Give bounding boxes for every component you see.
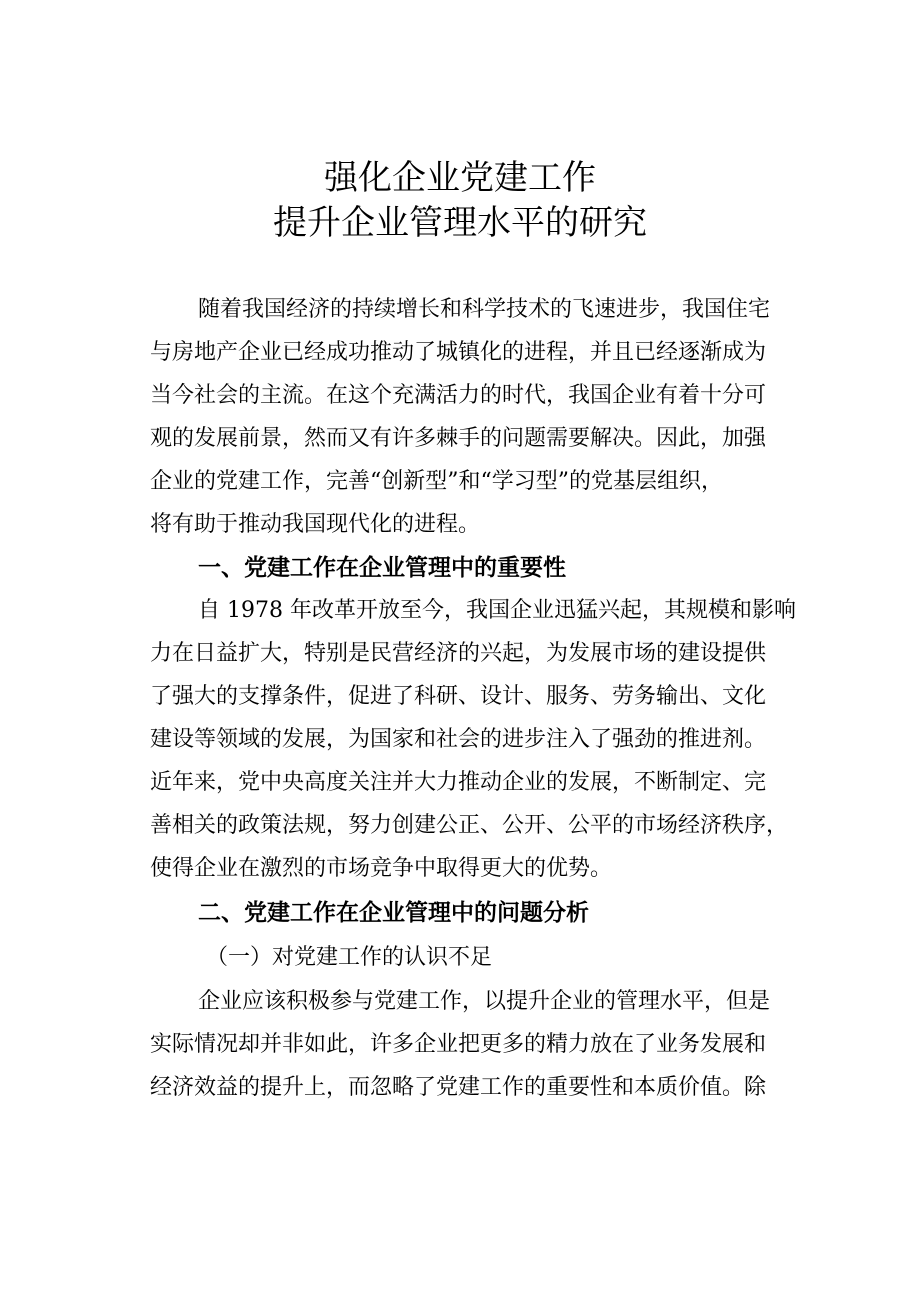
section-1-paragraph-line: 使得企业在激烈的市场竞争中取得更大的优势。 bbox=[150, 856, 613, 881]
intro-paragraph-line: 观的发展前景，然而又有许多棘手的问题需要解决。因此，加强 bbox=[150, 426, 767, 451]
document-title-line-2: 提升企业管理水平的研究 bbox=[273, 203, 647, 243]
intro-paragraph-line: 将有助于推动我国现代化的进程。 bbox=[150, 512, 481, 537]
intro-paragraph-line: 企业的党建工作，完善“创新型”和“学习型”的党基层组织， bbox=[150, 469, 723, 494]
intro-paragraph-line: 当今社会的主流。在这个充满活力的时代，我国企业有着十分可 bbox=[150, 383, 767, 408]
subsection-1-paragraph-line: 实际情况却并非如此，许多企业把更多的精力放在了业务发展和 bbox=[150, 1032, 767, 1057]
section-1-heading: 一、党建工作在企业管理中的重要性 bbox=[198, 555, 566, 581]
intro-paragraph-line: 与房地产企业已经成功推动了城镇化的进程，并且已经逐渐成为 bbox=[150, 340, 767, 365]
document-title-line-1: 强化企业党建工作 bbox=[324, 158, 596, 198]
section-1-paragraph-line: 力在日益扩大，特别是民营经济的兴起，为发展市场的建设提供 bbox=[150, 641, 767, 666]
section-1-paragraph-line: 自 1978 年改革开放至今，我国企业迅猛兴起，其规模和影响 bbox=[198, 598, 796, 623]
section-2-heading: 二、党建工作在企业管理中的问题分析 bbox=[198, 900, 589, 926]
section-1-paragraph-line: 建设等领域的发展，为国家和社会的进步注入了强劲的推进剂。 bbox=[150, 727, 767, 752]
section-1-paragraph-line: 善相关的政策法规，努力创建公正、公开、公平的市场经济秩序， bbox=[150, 813, 789, 838]
section-1-paragraph-line: 了强大的支撑条件，促进了科研、设计、服务、劳务输出、文化 bbox=[150, 684, 767, 709]
subsection-1-paragraph-line: 企业应该积极参与党建工作，以提升企业的管理水平，但是 bbox=[198, 989, 771, 1014]
section-1-paragraph-line: 近年来，党中央高度关注并大力推动企业的发展，不断制定、完 bbox=[150, 770, 767, 795]
subsection-1-paragraph-line: 经济效益的提升上，而忽略了党建工作的重要性和本质价值。除 bbox=[150, 1075, 767, 1100]
intro-paragraph-line: 随着我国经济的持续增长和科学技术的飞速进步，我国住宅 bbox=[198, 297, 771, 322]
subsection-1-heading: （一）对党建工作的认识不足 bbox=[206, 945, 493, 970]
